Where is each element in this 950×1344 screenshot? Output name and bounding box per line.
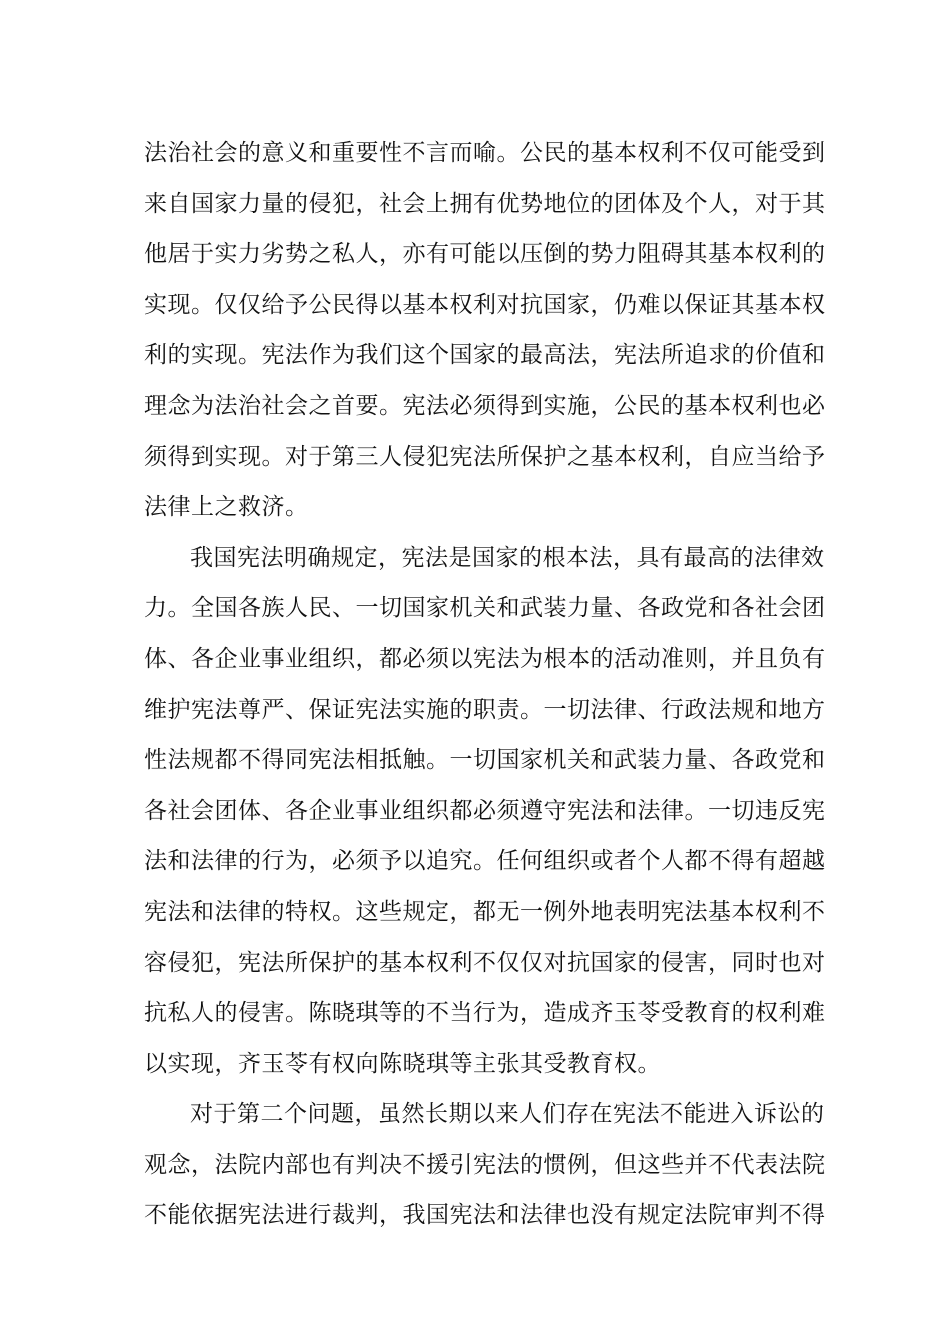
text-line: 容侵犯，宪法所保护的基本权利不仅仅对抗国家的侵害，同时也对 [144,949,826,976]
body-text [144,128,826,1241]
text-line: 以实现，齐玉苓有权向陈晓琪等主张其受教育权。 [144,1050,661,1077]
text-line: 性法规都不得同宪法相抵触。一切国家机关和武装力量、各政党和 [144,747,826,774]
text-line: 理念为法治社会之首要。宪法必须得到实施，公民的基本权利也必 [144,392,826,419]
text-line: 宪法和法律的特权。这些规定，都无一例外地表明宪法基本权利不 [144,898,826,925]
text-line: 维护宪法尊严、保证宪法实施的职责。一切法律、行政法规和地方 [144,696,826,723]
text-line: 对于第二个问题，虽然长期以来人们存在宪法不能进入诉讼的 [190,1101,825,1128]
text-line: 各社会团体、各企业事业组织都必须遵守宪法和法律。一切违反宪 [144,797,826,824]
text-line: 观念，法院内部也有判决不援引宪法的惯例，但这些并不代表法院 [144,1151,826,1178]
text-line: 法治社会的意义和重要性不言而喻。公民的基本权利不仅可能受到 [144,140,826,166]
paragraph-2 [144,533,826,1090]
paragraph-1 [144,128,826,533]
text-line: 法律上之救济。 [144,494,309,521]
text-line: 体、各企业事业组织，都必须以宪法为根本的活动准则，并且负有 [144,645,826,672]
text-line: 须得到实现。对于第三人侵犯宪法所保护之基本权利，自应当给予 [144,443,826,470]
text-line: 我国宪法明确规定，宪法是国家的根本法，具有最高的法律效 [190,544,825,571]
text-line: 抗私人的侵害。陈晓琪等的不当行为，造成齐玉苓受教育的权利难 [144,1000,826,1027]
text-line: 法和法律的行为，必须予以追究。任何组织或者个人都不得有超越 [144,848,826,875]
text-line: 利的实现。宪法作为我们这个国家的最高法，宪法所追求的价值和 [144,342,826,369]
text-line: 实现。仅仅给予公民得以基本权利对抗国家，仍难以保证其基本权 [144,291,826,318]
paragraph-3 [144,1089,826,1241]
text-line: 来自国家力量的侵犯，社会上拥有优势地位的团体及个人，对于其 [144,190,826,217]
text-line: 力。全国各族人民、一切国家机关和武装力量、各政党和各社会团 [144,595,826,622]
text-line: 不能依据宪法进行裁判，我国宪法和法律也没有规定法院审判不得 [144,1202,826,1229]
text-line: 他居于实力劣势之私人，亦有可能以压倒的势力阻碍其基本权利的 [144,241,826,268]
